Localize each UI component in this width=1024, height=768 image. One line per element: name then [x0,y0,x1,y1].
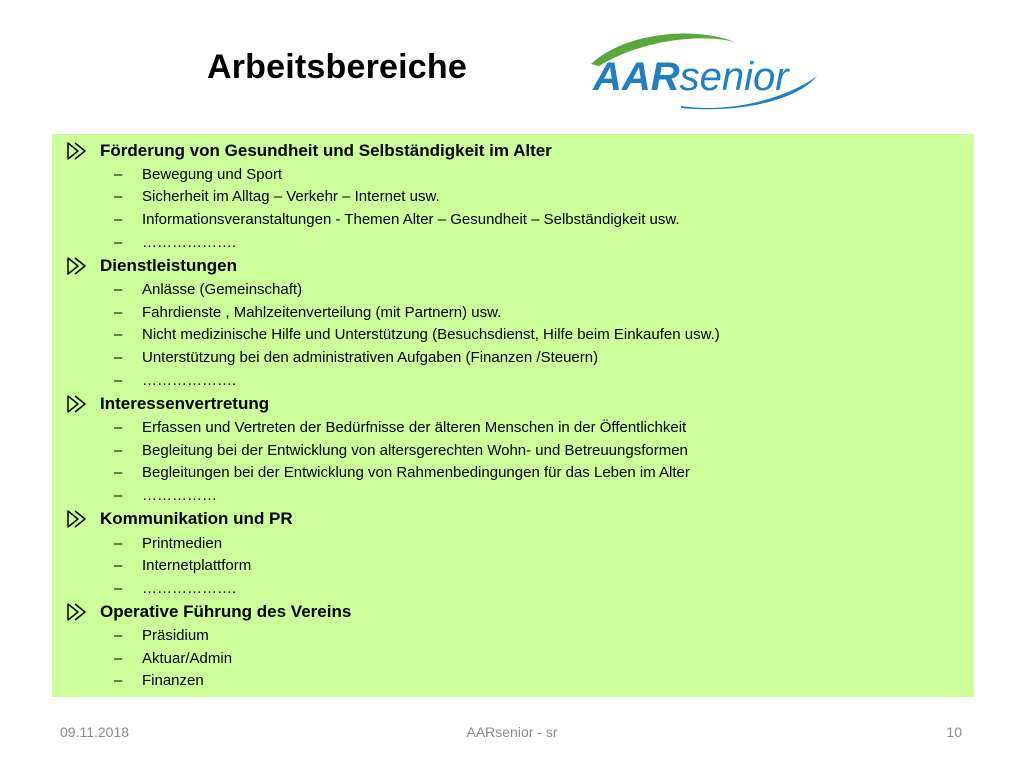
section-header [52,507,974,532]
section-header [52,138,974,163]
list-item-text: Präsidium [142,627,209,645]
list-item [52,647,974,670]
section-title: Kommunikation und PR [100,509,293,529]
list-item [52,625,974,648]
list-item [52,554,974,577]
list-item-text: Begleitungen bei der Entwicklung von Rahmenbedingungen für das Leben im Alter [142,464,690,482]
list-item-text: Sicherheit im Alltag – Verkehr – Internet usw. [142,188,440,206]
dash-bullet-icon: – [114,188,123,206]
list-item [52,439,974,462]
dash-bullet-icon: – [114,233,123,251]
dash-bullet-icon: – [114,579,123,597]
section-header [52,253,974,278]
arrow-bullet-icon [66,142,88,160]
list-item-text: Nicht medizinische Hilfe und Unterstützung (Besuchsdienst, Hilfe beim Einkaufen usw.) [142,326,720,344]
list-item-text: Finanzen [142,672,204,690]
list-item-text: Internetplattform [142,557,252,575]
list-item-text: ………………. [142,579,237,597]
footer-center-text: AARsenior - sr [466,724,558,740]
section-title: Dienstleistungen [100,255,237,275]
arrow-bullet-icon [66,395,88,413]
dash-bullet-icon: – [114,281,123,299]
list-item [52,163,974,186]
list-item [52,301,974,324]
list-item [52,416,974,439]
aarsenior-logo [585,28,820,114]
slide-title: Arbeitsbereiche [207,48,467,86]
list-item-text: Begleitung bei der Entwicklung von altersgerechten Wohn- und Betreuungsformen [142,441,688,459]
dash-bullet-icon: – [114,557,123,575]
list-item [52,670,974,693]
list-item-text: Unterstützung bei den administrativen Aufgaben (Finanzen /Steuern) [142,348,599,366]
list-item [52,324,974,347]
arrow-bullet-icon [66,603,88,621]
section-title: Interessenvertretung [100,393,270,413]
section-title: Förderung von Gesundheit und Selbständigkeit im Alter [100,140,552,160]
list-item [52,462,974,485]
dash-bullet-icon: – [114,348,123,366]
list-item-text: Bewegung und Sport [142,165,283,183]
list-item [52,231,974,254]
section [52,253,974,391]
dash-bullet-icon: – [114,210,123,228]
dash-bullet-icon: – [114,303,123,321]
list-item [52,369,974,392]
list-item [52,532,974,555]
list-item [52,278,974,301]
section-header [52,600,974,625]
arrow-bullet-icon [66,257,88,275]
section [52,600,974,693]
section-title: Operative Führung des Vereins [100,602,352,621]
footer-page-number: 10 [946,724,962,740]
dash-bullet-icon: – [114,672,123,690]
arrow-bullet-icon [66,510,88,528]
dash-bullet-icon: – [114,486,123,504]
list-item-text: ………………. [142,371,237,389]
dash-bullet-icon: – [114,627,123,645]
logo-text: AARsenior [593,55,789,99]
dash-bullet-icon: – [114,165,123,183]
list-item [52,346,974,369]
list-item [52,484,974,507]
list-item-text: Informationsveranstaltungen - Themen Alter – Gesundheit – Selbständigkeit usw. [142,210,680,228]
list-item-text: Printmedien [142,534,223,552]
section-header [52,391,974,416]
dash-bullet-icon: – [114,441,123,459]
list-item-text: Aktuar/Admin [142,649,233,667]
dash-bullet-icon: – [114,534,123,552]
list-item [52,577,974,600]
dash-bullet-icon: – [114,649,123,667]
list-item-text: …………… [142,486,217,504]
section [52,391,974,506]
list-item-text: Fahrdienste , Mahlzeitenverteilung (mit Partnern) usw. [142,303,502,321]
section [52,507,974,600]
section [52,138,974,253]
section-list [52,138,974,692]
list-item-text: ………………. [142,233,237,251]
list-item-text: Anlässe (Gemeinschaft) [142,281,303,299]
footer-date: 09.11.2018 [60,724,130,740]
list-item [52,208,974,231]
dash-bullet-icon: – [114,371,123,389]
content-box [52,134,974,697]
list-item [52,186,974,209]
list-item-text: Erfassen und Vertreten der Bedürfnisse der älteren Menschen in der Öffentlichkeit [142,419,687,437]
dash-bullet-icon: – [114,464,123,482]
dash-bullet-icon: – [114,326,123,344]
dash-bullet-icon: – [114,419,123,437]
